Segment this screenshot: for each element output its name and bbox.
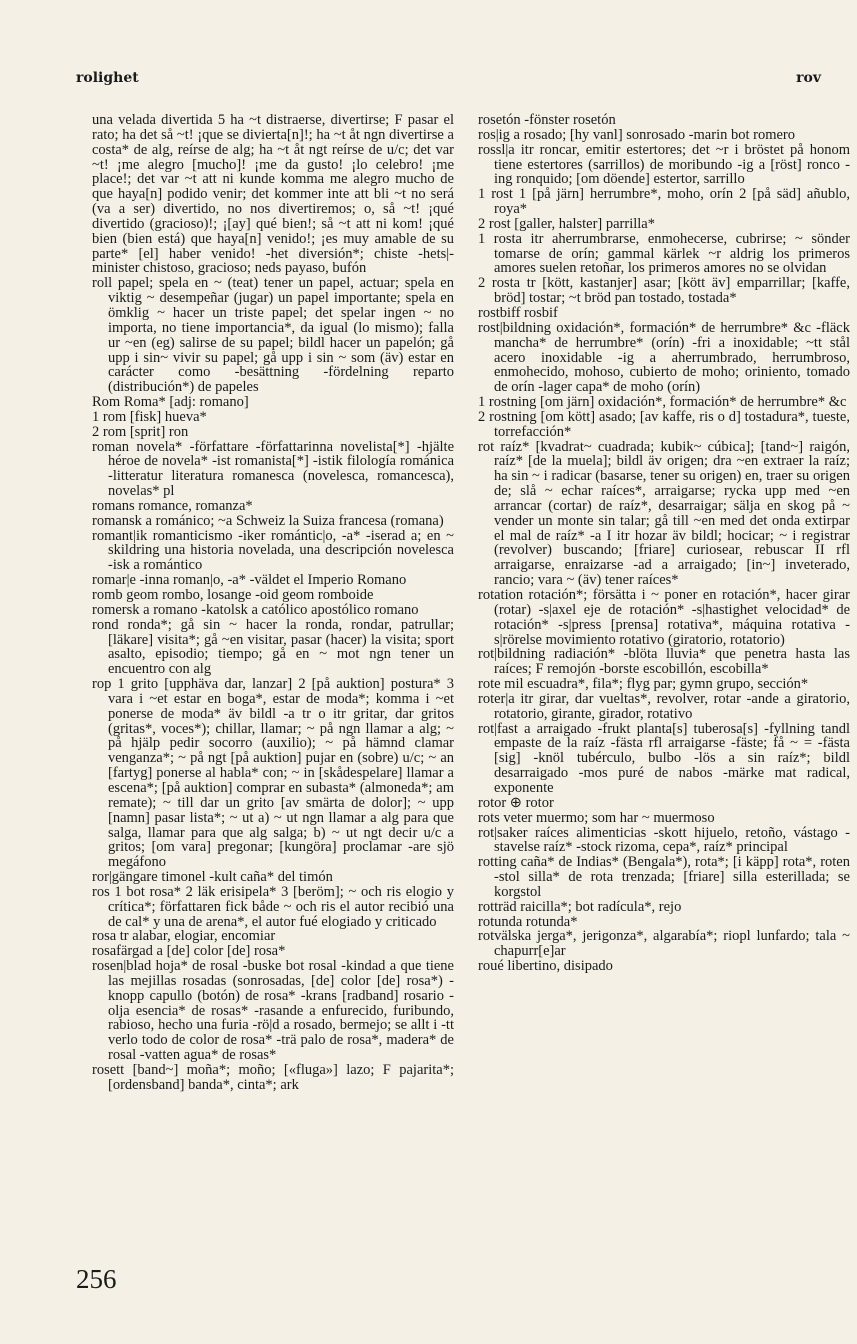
entry: rot|fast a arraigado -frukt planta[s] tuberosa[s] -fyllning tandl empaste de la raíz -fästa rfl arraigarse -fäste; få ~ = -fästa [sig] -knöl tubérculo, bulbo -lös a sin raíz*; bildl desarraigado -mos puré de nabos -märke mat radical, exponente	[478, 720, 850, 796]
entry: rosafärgad a [de] color [de] rosa*	[92, 943, 286, 960]
entry: rotträd raicilla*; bot radícula*, rejo	[478, 898, 682, 915]
left-column	[92, 113, 454, 1093]
entry: rotting caña* de Indias* (Bengala*), rota*; [i käpp] rota*, roten -stol silla* de rota trenzada; [friare] silla esterillada; se korgstol	[478, 854, 850, 900]
entry: romansk a románico; ~a Schweiz la Suiza francesa (romana)	[92, 512, 444, 529]
entry: rot raíz* [kvadrat~ cuadrada; kubik~ cúbica]; [tand~] raigón, raíz* [de la muela]; bildl äv origen; dra ~en extraer la raíz; ha sin ~ i radicar (basarse, tener su origen) en, traer su origen de; slå ~ echar raíces*, arraigarse; rycka upp med ~en arrancar (cortar) de raíz*, desarraigar; sälja en skog på ~ vender un monte sin talar; gå till ~en med det onda extirpar el mal de raíz* -a I itr hozar äv bildl; hocicar; ~ i registrar (revolver) buscando; [friare] curiosear, rebuscar II rfl arraigarse, enraizarse -ad a arraigado; [in~] inveterado, rancio; vara ~ (äv) tener raíces*	[478, 438, 850, 589]
entry: 2 rost [galler, halster] parrilla*	[478, 215, 655, 232]
entry: rotunda rotunda*	[478, 913, 578, 930]
entry: ros|ig a rosado; [hy vanl] sonrosado -marin bot romero	[478, 126, 795, 143]
entry: rost|bildning oxidación*, formación* de herrumbre* &c -fläck mancha* de herrumbre* (orín) -fri a inoxidable; ~tt stål acero inoxidable -ig a aherrumbrado, herrumbroso, enmohecido, mohoso, cubierto de moho; oriniento, tomado de orín -lager capa* de moho (orín)	[478, 319, 850, 396]
entry: rosa tr alabar, elogiar, encomiar	[92, 928, 276, 945]
entry: roué libertino, disipado	[478, 958, 613, 975]
entry: rot|bildning radiación* -blöta lluvia* que penetra hasta las raíces; F remojón -borste escobillón, escobilla*	[478, 646, 850, 678]
entry: 1 rost 1 [på järn] herrumbre*, moho, orín 2 [på säd] añublo, roya*	[478, 186, 850, 218]
entry: rotor ⊕ rotor	[478, 794, 554, 811]
entry: rostbiff rosbif	[478, 304, 558, 321]
page-number: 256	[76, 1264, 117, 1294]
entry: 1 rostning [om järn] oxidación*, formación* de herrumbre* &c	[478, 394, 847, 411]
right-guideword: rov	[796, 70, 821, 86]
entry: roll papel; spela en ~ (teat) tener un papel, actuar; spela en viktig ~ desempeñar (jugar) un papel importante; spela en ömklig ~ hacer un triste papel; det spelar ingen ~ no importa, no tiene importancia*, da igual (lo mismo); falla ur ~en (eg) salirse de su papel; bildl hacer un papelón; gå upp i sin~ vivir su papel; gå upp i sin ~ som (äv) estar en carácter como -besättning -fördelning reparto (distribución*) de papeles	[92, 275, 454, 396]
entry: romar|e -inna roman|o, -a* -väldet el Imperio Romano	[92, 572, 407, 589]
entry: Rom Roma* [adj: romano]	[92, 394, 249, 411]
entry: ror|gängare timonel -kult caña* del timón	[92, 869, 333, 886]
entry: rossl|a itr roncar, emitir estertores; det ~r i bröstet på honom tiene estertores (sarrillos) de moribundo -ig a [röst] ronco -ing ronquido; [om döende] estertor, sarrillo	[478, 141, 850, 188]
right-column	[478, 113, 850, 974]
entry: romans romance, romanza*	[92, 497, 253, 514]
entry: rote mil escuadra*, fila*; flyg par; gymn grupo, sección*	[478, 676, 809, 693]
entry: rotation rotación*; försätta i ~ poner en rotación*, hacer girar (rotar) -s|axel eje de rotación* -s|hastighet velocidad* de rotación* -s|press [prensa] rotativa*, máquina rotativa -s|rörelse movimiento rotativo (giratorio, rotatorio)	[478, 587, 850, 648]
entry: 2 rom [sprit] ron	[92, 423, 189, 440]
entry: 2 rostning [om kött] asado; [av kaffe, ris o d] tostadura*, tueste, torrefacción*	[478, 408, 850, 440]
left-guideword: rolighet	[76, 70, 139, 86]
entry: roman novela* -författare -författarinna novelista[*] -hjälte héroe de novela* -ist romanista[*] -istik filología románica -litteratur literatura romanesca (novelesca, romancesca), novelas* pl	[92, 438, 454, 500]
entry: una velada divertida 5 ha ~t distraerse, divertirse; F pasar el rato; ha det så ~t! ¡que se divierta[n]!; ha ~t åt ngn divertirse a costa* de alg, reírse de alg; ha ~t åt ngt reírse de u/c; det var ~t! ¡me alegro [mucho]! ¡me da gusto! ¡lo celebro! ¡me place!; det var ~t att ni kunde komma me alegro mucho de que haya[n] podido venir; det kommer inte att bli ~t no será (va a ser) divertido, no nos divertiremos; o, så ~t! ¡qué divertido (gracioso)!; ¡[ay] qué bien!; så ~t att ni kom! ¡qué bien (bien está) que haya[n] venido!; ¡es muy amable de su parte* [el] haber venido! -het diversión*; chiste -hets|-minister chistoso, gracioso; neds payaso, bufón	[92, 112, 454, 277]
entry: romersk a romano -katolsk a católico apostólico romano	[92, 601, 419, 618]
entry: 1 rom [fisk] hueva*	[92, 408, 207, 425]
entry: rop 1 grito [upphäva dar, lanzar] 2 [på auktion] postura* 3 vara i ~et estar en boga*, estar de moda*; komma i ~et ponerse de moda* äv bildl -a tr o itr gritar, dar gritos (gritas*, voces*); chillar, llamar; ~ på ngn llamar a alg; ~ på hjälp pedir socorro (auxilio); ~ på hämnd clamar venganza*; ~ på ngt [på auktion] pujar en (sobre) u/c; ~ an [fartyg] ponerse al habla* con; ~ in [skådespelare] llamar a escena*; [på auktion] comprar en subasta* (almoneda*; am remate); ~ till dar un grito [av smärta de dolor]; ~ upp [namn] pasar lista*; ~ ut a) ~ ut ngn llamar a alg para que salga, llamar para que alg salga; b) ~ ut ngt decir u/c a gritos; [om vara] pregonar; [kungöra] proclamar -are sjö megáfono	[92, 676, 454, 871]
entry: 2 rosta tr [kött, kastanjer] asar; [kött äv] emparrillar; [kaffe, bröd] tostar; ~t bröd pan tostado, tostada*	[478, 275, 850, 307]
entry: 1 rosta itr aherrumbrarse, enmohecerse, cubrirse; ~ sönder tomarse de orín; gammal kärlek ~r aldrig los primeros amores suelen retoñar, los primeros amores no se olvidan	[478, 230, 850, 277]
entry: rosen|blad hoja* de rosal -buske bot rosal -kindad a que tiene las mejillas rosadas (sonrosadas, [de] color [de] rosa*) -knopp capullo (botón) de rosa* -krans [radband] rosario -olja esencia* de rosas* -rasande a enfurecido, furibundo, rabioso, hecho una furia -rö|d a rosado, bermejo; se allt i -tt verlo todo de color de rosa* -trä palo de rosa*, madera* de rosal -vatten agua* de rosas*	[92, 958, 454, 1064]
entry: rosetón -fönster rosetón	[478, 112, 616, 128]
entry: ros 1 bot rosa* 2 läk erisipela* 3 [beröm]; ~ och ris elogio y crítica*; författaren fick både ~ och ris el autor recibió una de cal* y una de arena*, el autor fué elogiado y criticado	[92, 883, 454, 930]
entry: rosett [band~] moña*; moño; [«fluga»] lazo; F pajarita*; [ordensband] banda*, cinta*; ark	[92, 1062, 454, 1093]
entry: rotvälska jerga*, jerigonza*, algarabía*; riopl lunfardo; tala ~ chapurr[e]ar	[478, 928, 850, 960]
entry: roter|a itr girar, dar vueltas*, revolver, rotar -ande a giratorio, rotatorio, girante, girador, rotativo	[478, 690, 850, 722]
entry: romb geom rombo, losange -oid geom romboide	[92, 587, 374, 603]
entry: rot|saker raíces alimenticias -skott hijuelo, retoño, vástago -stavelse raíz* -stock rizoma, cepa*, raíz* principal	[478, 824, 850, 856]
entry: rots veter muermo; som har ~ muermoso	[478, 809, 715, 826]
entry: romant|ik romanticismo -iker romántic|o, -a* -iserad a; en ~ skildring una historia novelada, una descripción novelesca -isk a romántico	[92, 527, 454, 574]
entry: rond ronda*; gå sin ~ hacer la ronda, rondar, patrullar; [läkare] visita*; gå ~en visitar, pasar (hacer) la visita; sport asalto, episodio; tiempo; gå en ~ mot ngn tener un encuentro con alg	[92, 616, 454, 678]
